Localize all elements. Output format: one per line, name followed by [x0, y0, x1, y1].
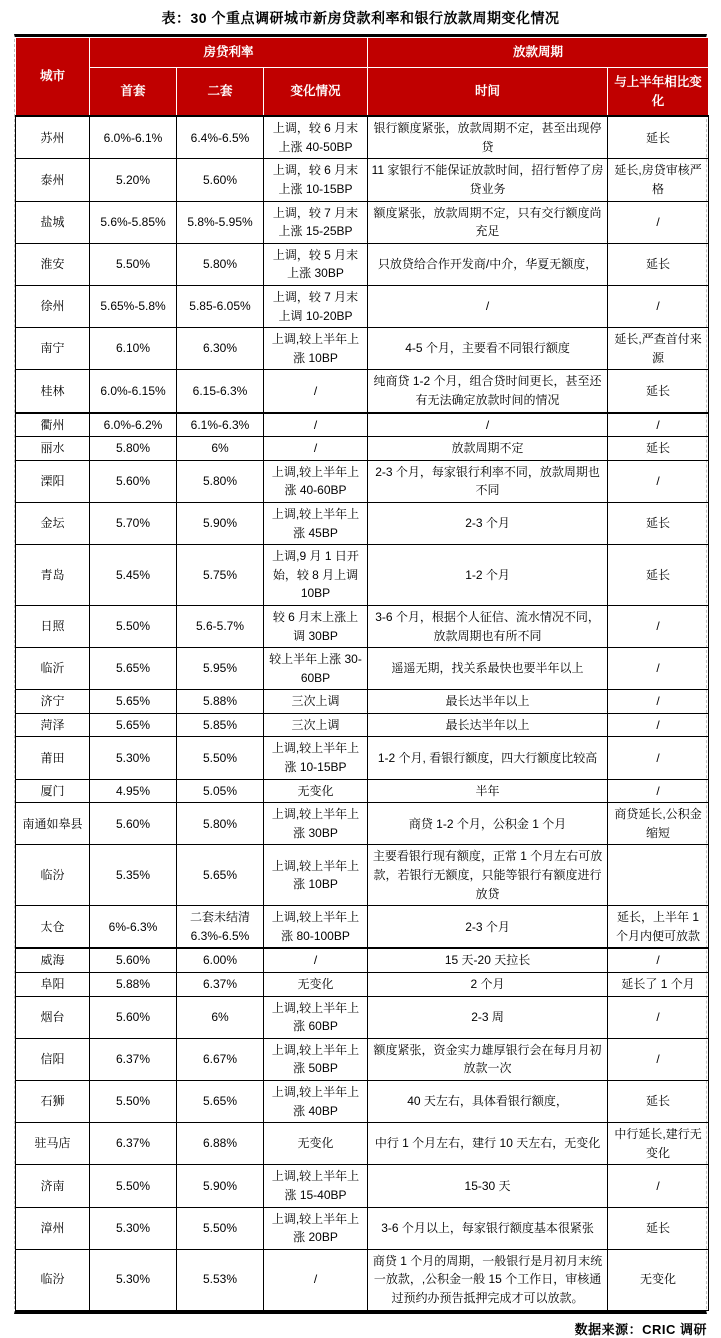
header-first-home: 首套 [90, 67, 177, 116]
cell-vs: / [608, 460, 709, 502]
cell-second: 6% [177, 437, 264, 461]
cell-first: 6.37% [90, 1038, 177, 1080]
cell-time: 3-6 个月以上，每家银行额度基本很紧张 [368, 1207, 608, 1249]
cell-change: 上调,较上半年上涨 80-100BP [264, 906, 368, 949]
cell-city: 信阳 [16, 1038, 90, 1080]
cell-vs: 延长 [608, 243, 709, 285]
table-row [16, 713, 709, 737]
cell-city: 菏泽 [16, 713, 90, 737]
cell-city: 淮安 [16, 243, 90, 285]
cell-vs: 延长,严查首付来源 [608, 328, 709, 370]
cell-city: 莆田 [16, 737, 90, 779]
cell-city: 漳州 [16, 1207, 90, 1249]
cell-vs: / [608, 737, 709, 779]
header-city: 城市 [16, 38, 90, 117]
cell-time: 半年 [368, 779, 608, 803]
cell-second: 5.65% [177, 1080, 264, 1122]
cell-change: 上调，较 7 月末上涨 15-25BP [264, 201, 368, 243]
cell-change: 无变化 [264, 779, 368, 803]
cell-vs: 延长了 1 个月 [608, 973, 709, 997]
cell-time: 15-30 天 [368, 1165, 608, 1207]
table-row [16, 201, 709, 243]
cell-second: 6.67% [177, 1038, 264, 1080]
cell-second: 5.6-5.7% [177, 605, 264, 647]
cell-vs: / [608, 201, 709, 243]
table-row [16, 1165, 709, 1207]
cell-city: 临沂 [16, 648, 90, 690]
cell-time: 商贷 1-2 个月，公积金 1 个月 [368, 803, 608, 845]
table-row [16, 648, 709, 690]
cell-vs: / [608, 779, 709, 803]
cell-city: 桂林 [16, 370, 90, 413]
cell-vs: 延长 [608, 1080, 709, 1122]
cell-change: / [264, 370, 368, 413]
cell-time: 1-2 个月 [368, 545, 608, 606]
cell-second: 6.4%-6.5% [177, 116, 264, 159]
cell-change: 上调，较 6 月末上涨 10-15BP [264, 159, 368, 201]
cell-second: 5.8%-5.95% [177, 201, 264, 243]
cell-change: / [264, 948, 368, 972]
table-row [16, 737, 709, 779]
cell-vs: 延长 [608, 370, 709, 413]
cell-vs: / [608, 286, 709, 328]
cell-first: 6.0%-6.15% [90, 370, 177, 413]
table-row [16, 605, 709, 647]
header-loan-cycle: 放款周期 [368, 38, 709, 68]
table-row [16, 502, 709, 544]
cell-time: 主要看银行现有额度，正常 1 个月左右可放款，若银行无额度，只能等银行有额度进行放贷 [368, 845, 608, 906]
table-row [16, 545, 709, 606]
cell-city: 溧阳 [16, 460, 90, 502]
cell-city: 阜阳 [16, 973, 90, 997]
cell-change: 上调,较上半年上涨 20BP [264, 1207, 368, 1249]
cell-city: 衢州 [16, 413, 90, 437]
cell-city: 烟台 [16, 996, 90, 1038]
cell-second: 6.15-6.3% [177, 370, 264, 413]
cell-time: / [368, 286, 608, 328]
cell-change: 上调，较 6 月末上涨 40-50BP [264, 116, 368, 159]
cell-change: / [264, 413, 368, 437]
cell-time: 2 个月 [368, 973, 608, 997]
cell-city: 驻马店 [16, 1123, 90, 1165]
table-row [16, 803, 709, 845]
cell-first: 5.60% [90, 803, 177, 845]
cell-change: 无变化 [264, 1123, 368, 1165]
cell-time: 15 天-20 天拉长 [368, 948, 608, 972]
cell-change: 三次上调 [264, 690, 368, 714]
cell-city: 济南 [16, 1165, 90, 1207]
header-time: 时间 [368, 67, 608, 116]
table-row [16, 328, 709, 370]
cell-second: 5.90% [177, 1165, 264, 1207]
header-row-1 [16, 38, 709, 68]
table-row [16, 370, 709, 413]
cell-change: 三次上调 [264, 713, 368, 737]
cell-first: 5.50% [90, 605, 177, 647]
cell-vs: 延长 [608, 502, 709, 544]
cell-city: 徐州 [16, 286, 90, 328]
cell-second: 5.65% [177, 845, 264, 906]
cell-first: 5.50% [90, 1165, 177, 1207]
cell-city: 临汾 [16, 1249, 90, 1310]
cell-first: 5.60% [90, 460, 177, 502]
cell-second: 5.50% [177, 737, 264, 779]
table-row [16, 906, 709, 949]
cell-time: 4-5 个月，主要看不同银行额度 [368, 328, 608, 370]
cell-change: 上调,较上半年上涨 60BP [264, 996, 368, 1038]
cell-change: 上调,较上半年上涨 40-60BP [264, 460, 368, 502]
cell-time: 1-2 个月, 看银行额度，四大行额度比较高 [368, 737, 608, 779]
cell-first: 6%-6.3% [90, 906, 177, 949]
table-row [16, 845, 709, 906]
table-row [16, 437, 709, 461]
cell-first: 5.6%-5.85% [90, 201, 177, 243]
cell-first: 5.50% [90, 243, 177, 285]
cell-city: 苏州 [16, 116, 90, 159]
table-title: 表：30 个重点调研城市新房贷款利率和银行放款周期变化情况 [161, 10, 560, 26]
cell-city: 厦门 [16, 779, 90, 803]
cell-vs: / [608, 690, 709, 714]
cell-first: 4.95% [90, 779, 177, 803]
cell-vs: 延长 [608, 116, 709, 159]
table-row [16, 1080, 709, 1122]
cell-time: 遥遥无期，找关系最快也要半年以上 [368, 648, 608, 690]
cell-time: 中行 1 个月左右，建行 10 天左右，无变化 [368, 1123, 608, 1165]
cell-second: 5.95% [177, 648, 264, 690]
cell-city: 青岛 [16, 545, 90, 606]
cell-time: 放款周期不定 [368, 437, 608, 461]
cell-change: 上调,较上半年上涨 10BP [264, 328, 368, 370]
cell-vs: / [608, 948, 709, 972]
cell-first: 5.30% [90, 1207, 177, 1249]
cell-time: 2-3 个月，每家银行利率不同，放款周期也不同 [368, 460, 608, 502]
cell-city: 日照 [16, 605, 90, 647]
cell-vs: 延长，上半年 1 个月内便可放款 [608, 906, 709, 949]
cell-second: 5.75% [177, 545, 264, 606]
cell-vs: 延长 [608, 437, 709, 461]
header-vs-first-half: 与上半年相比变化 [608, 67, 709, 116]
cell-change: 上调,较上半年上涨 10-15BP [264, 737, 368, 779]
cell-second: 5.80% [177, 803, 264, 845]
header-mortgage-rate: 房贷利率 [90, 38, 368, 68]
cell-change: 上调,较上半年上涨 45BP [264, 502, 368, 544]
cell-time: 2-3 周 [368, 996, 608, 1038]
cell-first: 6.10% [90, 328, 177, 370]
cell-city: 金坛 [16, 502, 90, 544]
cell-change: / [264, 437, 368, 461]
cell-second: 6% [177, 996, 264, 1038]
header-row-2 [16, 67, 709, 116]
cell-time: 2-3 个月 [368, 906, 608, 949]
table-row [16, 159, 709, 201]
table-row [16, 690, 709, 714]
cell-second: 二套未结清 6.3%-6.5% [177, 906, 264, 949]
table-header [16, 38, 709, 117]
cell-first: 5.60% [90, 996, 177, 1038]
cell-vs: 无变化 [608, 1249, 709, 1310]
cell-time: 额度紧张，放款周期不定，只有交行额度尚充足 [368, 201, 608, 243]
table-row [16, 413, 709, 437]
cell-change: 上调，较 5 月末上涨 30BP [264, 243, 368, 285]
cell-time: 最长达半年以上 [368, 713, 608, 737]
cell-first: 6.37% [90, 1123, 177, 1165]
cell-city: 丽水 [16, 437, 90, 461]
cell-second: 5.88% [177, 690, 264, 714]
cell-vs: / [608, 1165, 709, 1207]
cell-vs: / [608, 1038, 709, 1080]
cell-change: / [264, 1249, 368, 1310]
cell-vs: 中行延长,建行无变化 [608, 1123, 709, 1165]
cell-first: 5.65% [90, 690, 177, 714]
cell-first: 5.70% [90, 502, 177, 544]
cell-time: 商贷 1 个月的周期，一般银行是月初月末统一放款，,公积金一般 15 个工作日，审核通过预约办预告抵押完成才可以放款。 [368, 1249, 608, 1310]
cell-second: 5.05% [177, 779, 264, 803]
cell-second: 6.37% [177, 973, 264, 997]
cell-vs: / [608, 713, 709, 737]
cell-first: 5.65%-5.8% [90, 286, 177, 328]
cell-first: 5.20% [90, 159, 177, 201]
table-row [16, 1123, 709, 1165]
table-row [16, 779, 709, 803]
cell-second: 5.50% [177, 1207, 264, 1249]
cell-time: 最长达半年以上 [368, 690, 608, 714]
data-source-note: 数据来源：CRIC 调研 [574, 1321, 707, 1337]
table-row [16, 1038, 709, 1080]
cell-time: 额度紧张，资金实力雄厚银行会在每月月初放款一次 [368, 1038, 608, 1080]
cell-change: 较上半年上涨 30-60BP [264, 648, 368, 690]
cell-first: 5.50% [90, 1080, 177, 1122]
cell-vs: / [608, 648, 709, 690]
cell-change: 上调,较上半年上涨 40BP [264, 1080, 368, 1122]
cell-change: 上调，较 7 月末上调 10-20BP [264, 286, 368, 328]
cell-second: 5.53% [177, 1249, 264, 1310]
cell-first: 5.45% [90, 545, 177, 606]
cell-second: 6.30% [177, 328, 264, 370]
cell-city: 南宁 [16, 328, 90, 370]
cell-change: 无变化 [264, 973, 368, 997]
cell-second: 6.1%-6.3% [177, 413, 264, 437]
table-row [16, 973, 709, 997]
cell-city: 泰州 [16, 159, 90, 201]
cell-second: 6.88% [177, 1123, 264, 1165]
table-row [16, 460, 709, 502]
cell-time: 3-6 个月，根据个人征信、流水情况不同，放款周期也有所不同 [368, 605, 608, 647]
table-row [16, 996, 709, 1038]
cell-time: 40 天左右，具体看银行额度， [368, 1080, 608, 1122]
cell-second: 5.80% [177, 243, 264, 285]
cell-first: 5.30% [90, 737, 177, 779]
cell-vs: 延长,房贷审核严格 [608, 159, 709, 201]
header-second-home: 二套 [177, 67, 264, 116]
cell-city: 石狮 [16, 1080, 90, 1122]
cell-change: 上调,较上半年上涨 10BP [264, 845, 368, 906]
table-body [16, 116, 709, 1310]
cell-city: 威海 [16, 948, 90, 972]
cell-first: 5.60% [90, 948, 177, 972]
cell-time: 纯商贷 1-2 个月，组合贷时间更长，甚至还有无法确定放款时间的情况 [368, 370, 608, 413]
cell-change: 上调,9 月 1 日开始，较 8 月上调 10BP [264, 545, 368, 606]
cell-first: 5.88% [90, 973, 177, 997]
cell-first: 5.65% [90, 648, 177, 690]
cell-first: 5.30% [90, 1249, 177, 1310]
cell-time: 2-3 个月 [368, 502, 608, 544]
cell-second: 5.80% [177, 460, 264, 502]
cell-time: 11 家银行不能保证放款时间，招行暂停了房贷业务 [368, 159, 608, 201]
cell-first: 5.65% [90, 713, 177, 737]
cell-time: 只放贷给合作开发商/中介，华夏无额度， [368, 243, 608, 285]
cell-second: 5.60% [177, 159, 264, 201]
cell-second: 5.85% [177, 713, 264, 737]
data-table [15, 37, 709, 1311]
cell-second: 5.85-6.05% [177, 286, 264, 328]
cell-first: 5.35% [90, 845, 177, 906]
cell-change: 上调,较上半年上涨 50BP [264, 1038, 368, 1080]
header-change: 变化情况 [264, 67, 368, 116]
cell-city: 太仓 [16, 906, 90, 949]
cell-city: 临汾 [16, 845, 90, 906]
cell-first: 6.0%-6.1% [90, 116, 177, 159]
cell-vs: / [608, 413, 709, 437]
cell-vs [608, 845, 709, 906]
data-table-container [14, 34, 707, 1314]
table-row [16, 1249, 709, 1310]
cell-vs: 延长 [608, 1207, 709, 1249]
cell-change: 较 6 月末上涨上调 30BP [264, 605, 368, 647]
cell-time: / [368, 413, 608, 437]
cell-first: 5.80% [90, 437, 177, 461]
cell-time: 银行额度紧张，放款周期不定，甚至出现停贷 [368, 116, 608, 159]
cell-second: 5.90% [177, 502, 264, 544]
cell-first: 6.0%-6.2% [90, 413, 177, 437]
table-row [16, 243, 709, 285]
cell-city: 济宁 [16, 690, 90, 714]
cell-second: 6.00% [177, 948, 264, 972]
cell-change: 上调,较上半年上涨 15-40BP [264, 1165, 368, 1207]
cell-change: 上调,较上半年上涨 30BP [264, 803, 368, 845]
cell-vs: 商贷延长,公积金缩短 [608, 803, 709, 845]
cell-vs: 延长 [608, 545, 709, 606]
cell-vs: / [608, 605, 709, 647]
table-row [16, 286, 709, 328]
cell-vs: / [608, 996, 709, 1038]
cell-city: 南通如皋县 [16, 803, 90, 845]
table-row [16, 948, 709, 972]
cell-city: 盐城 [16, 201, 90, 243]
table-row [16, 1207, 709, 1249]
table-row [16, 116, 709, 159]
